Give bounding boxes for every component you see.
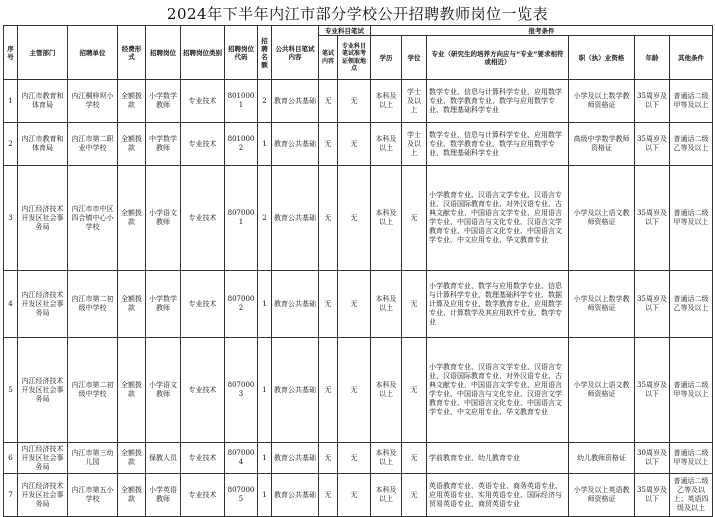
cell-edu: 本科及以上 bbox=[371, 271, 402, 338]
cell-category: 专业技术 bbox=[181, 443, 225, 474]
cell-dept: 内江经济技术开发区社会事务局 bbox=[18, 443, 68, 474]
cell-dept: 内江市教育和体育局 bbox=[18, 80, 68, 123]
cell-written-content: 教育公共基础 bbox=[272, 271, 319, 338]
header-admission: 专业科目笔试准考证领取地点 bbox=[338, 36, 371, 80]
cell-major: 数学专业、信息与计算科学专业、应用数学专业、数学教育专业、数学与应用数学专业、数理基础科学专业 bbox=[427, 80, 569, 123]
cell-written-content: 教育公共基础 bbox=[272, 338, 319, 443]
cell-position: 小学语文教师 bbox=[146, 166, 181, 271]
cell-written: 无 bbox=[319, 443, 338, 474]
cell-qualification: 小学及以上英语教师资格证 bbox=[569, 474, 635, 517]
cell-category: 专业技术 bbox=[181, 166, 225, 271]
cell-category: 专业技术 bbox=[181, 474, 225, 517]
cell-edu: 本科及以上 bbox=[371, 80, 402, 123]
cell-category: 专业技术 bbox=[181, 80, 225, 123]
table-row bbox=[4, 166, 713, 271]
cell-age: 35周岁及以下 bbox=[635, 271, 670, 338]
cell-written: 无 bbox=[319, 474, 338, 517]
cell-dept: 内江市教育和体育局 bbox=[18, 123, 68, 166]
cell-funding: 全额拨款 bbox=[118, 338, 146, 443]
header-count: 招聘名额 bbox=[258, 26, 272, 80]
cell-admission: 无 bbox=[338, 474, 371, 517]
cell-written-content: 教育公共基础 bbox=[272, 474, 319, 517]
cell-count: 1 bbox=[258, 123, 272, 166]
cell-funding: 全额拨款 bbox=[118, 474, 146, 517]
cell-written-content: 教育公共基础 bbox=[272, 123, 319, 166]
cell-seq: 4 bbox=[4, 271, 18, 338]
header-written: 笔试内容 bbox=[319, 36, 338, 80]
cell-position: 小学语文教师 bbox=[146, 338, 181, 443]
cell-admission: 无 bbox=[338, 123, 371, 166]
cell-written-content: 教育公共基础 bbox=[272, 166, 319, 271]
cell-funding: 全额拨款 bbox=[118, 80, 146, 123]
cell-funding: 全额拨款 bbox=[118, 123, 146, 166]
header-age: 年龄 bbox=[635, 36, 670, 80]
cell-other: 普通话二级甲等及以上 bbox=[670, 443, 713, 474]
cell-qualification: 幼儿教师资格证 bbox=[569, 443, 635, 474]
cell-edu: 本科及以上 bbox=[371, 166, 402, 271]
cell-major: 小学教育专业、汉语言文学专业、汉语言专业、汉语国际教育专业、对外汉语专业、古典文献专业、中国语言文学专业、应用语言学专业、中国语言与文化专业、汉语言文学教育专业、中国语言文化专业、中国语言文学专业、中文应用专业、华文教育专业 bbox=[427, 338, 569, 443]
cell-age: 35周岁及以下 bbox=[635, 338, 670, 443]
cell-unit: 内江市第三幼儿园 bbox=[68, 443, 118, 474]
header-qualification: 职（执）业资格 bbox=[569, 36, 635, 80]
cell-degree: 学士及以上 bbox=[402, 123, 427, 166]
cell-code: 8070001 bbox=[225, 166, 258, 271]
document-title: 2024年下半年内江市部分学校公开招聘教师岗位一览表 bbox=[166, 5, 549, 23]
header-degree: 学位 bbox=[402, 36, 427, 80]
cell-edu: 本科及以上 bbox=[371, 123, 402, 166]
cell-other: 普通话二级乙等及以上 bbox=[670, 271, 713, 338]
cell-written-content: 教育公共基础 bbox=[272, 443, 319, 474]
header-edu: 学历 bbox=[371, 36, 402, 80]
cell-major: 英语教育专业、英语专业、商务英语专业、应用英语专业、实用英语专业、国际经济与贸易英语专业、商贸英语专业 bbox=[427, 474, 569, 517]
cell-seq: 1 bbox=[4, 80, 18, 123]
table-header bbox=[4, 26, 713, 80]
cell-funding: 全额拨款 bbox=[118, 443, 146, 474]
header-unit: 招聘单位 bbox=[68, 26, 118, 80]
table-row bbox=[4, 338, 713, 443]
header-major: 专业（研究生的培养方向应与“专业”要求相符或相近） bbox=[427, 36, 569, 80]
header-written-content: 公共科目笔试内容 bbox=[272, 26, 319, 80]
table-body bbox=[4, 80, 713, 517]
header-requirements-group: 报考条件 bbox=[371, 26, 713, 36]
table-row bbox=[4, 474, 713, 517]
cell-age: 35周岁及以下 bbox=[635, 166, 670, 271]
cell-major: 学前教育专业、幼儿教育专业 bbox=[427, 443, 569, 474]
cell-written-content: 教育公共基础 bbox=[272, 80, 319, 123]
cell-seq: 5 bbox=[4, 338, 18, 443]
cell-code: 8070005 bbox=[225, 474, 258, 517]
cell-position: 小学数学教师 bbox=[146, 80, 181, 123]
header-seq: 序号 bbox=[4, 26, 18, 80]
cell-degree: 无 bbox=[402, 338, 427, 443]
cell-category: 专业技术 bbox=[181, 271, 225, 338]
cell-code: 8070003 bbox=[225, 338, 258, 443]
cell-category: 专业技术 bbox=[181, 338, 225, 443]
cell-major: 数学专业、信息与计算科学专业、应用数学专业、数学教育专业、数学与应用数学专业、数理基础科学专业 bbox=[427, 123, 569, 166]
cell-admission: 无 bbox=[338, 271, 371, 338]
cell-position: 小学英语教师 bbox=[146, 474, 181, 517]
cell-unit: 内江市第二职业中学校 bbox=[68, 123, 118, 166]
cell-other: 普通话二级甲等及以上 bbox=[670, 166, 713, 271]
cell-degree: 无 bbox=[402, 474, 427, 517]
cell-age: 35周岁及以下 bbox=[635, 80, 670, 123]
header-position: 招聘岗位 bbox=[146, 26, 181, 80]
cell-degree: 无 bbox=[402, 166, 427, 271]
table-row bbox=[4, 123, 713, 166]
header-exam-group: 专业科目笔试 bbox=[319, 26, 371, 36]
cell-unit: 内江市市中区四合镇中心小学校 bbox=[68, 166, 118, 271]
cell-code: 8010001 bbox=[225, 80, 258, 123]
cell-funding: 全额拨款 bbox=[118, 271, 146, 338]
cell-edu: 本科及以上 bbox=[371, 338, 402, 443]
cell-dept: 内江经济技术开发区社会事务局 bbox=[18, 474, 68, 517]
cell-degree: 学士及以上 bbox=[402, 80, 427, 123]
cell-edu: 本科及以上 bbox=[371, 443, 402, 474]
cell-written: 无 bbox=[319, 338, 338, 443]
cell-count: 2 bbox=[258, 166, 272, 271]
cell-code: 8070004 bbox=[225, 443, 258, 474]
cell-other: 普通话二级甲等及以上 bbox=[670, 338, 713, 443]
cell-funding: 全额拨款 bbox=[118, 166, 146, 271]
cell-written: 无 bbox=[319, 166, 338, 271]
cell-other: 普通话二级乙等及以上 bbox=[670, 123, 713, 166]
cell-dept: 内江经济技术开发区社会事务局 bbox=[18, 166, 68, 271]
positions-table bbox=[3, 25, 713, 517]
cell-admission: 无 bbox=[338, 80, 371, 123]
header-funding: 经费形式 bbox=[118, 26, 146, 80]
cell-degree: 无 bbox=[402, 271, 427, 338]
cell-unit: 内江市第二初级中学校 bbox=[68, 271, 118, 338]
cell-dept: 内江经济技术开发区社会事务局 bbox=[18, 271, 68, 338]
cell-qualification: 高级中学数学教师资格证 bbox=[569, 123, 635, 166]
cell-admission: 无 bbox=[338, 166, 371, 271]
cell-position: 小学数学教师 bbox=[146, 271, 181, 338]
cell-count: 1 bbox=[258, 443, 272, 474]
table-row bbox=[4, 271, 713, 338]
cell-seq: 6 bbox=[4, 443, 18, 474]
cell-seq: 7 bbox=[4, 474, 18, 517]
cell-qualification: 小学及以上语文教师资格证 bbox=[569, 338, 635, 443]
cell-unit: 内江市第二初级中学校 bbox=[68, 338, 118, 443]
cell-degree: 无 bbox=[402, 443, 427, 474]
cell-other: 普通话二级乙等及以上；英语四级及以上 bbox=[670, 474, 713, 517]
cell-written: 无 bbox=[319, 271, 338, 338]
header-code: 招聘岗位代码 bbox=[225, 26, 258, 80]
cell-admission: 无 bbox=[338, 443, 371, 474]
cell-qualification: 小学及以上数学教师资格证 bbox=[569, 271, 635, 338]
cell-seq: 3 bbox=[4, 166, 18, 271]
table-row bbox=[4, 443, 713, 474]
cell-category: 专业技术 bbox=[181, 123, 225, 166]
header-category: 招聘岗位类别 bbox=[181, 26, 225, 80]
cell-count: 1 bbox=[258, 338, 272, 443]
cell-count: 1 bbox=[258, 271, 272, 338]
cell-age: 30周岁及以下 bbox=[635, 443, 670, 474]
cell-count: 2 bbox=[258, 80, 272, 123]
cell-position: 保教人员 bbox=[146, 443, 181, 474]
cell-code: 8010002 bbox=[225, 123, 258, 166]
cell-age: 35周岁及以下 bbox=[635, 474, 670, 517]
cell-position: 中学数学教师 bbox=[146, 123, 181, 166]
cell-major: 小学教育专业、汉语言文学专业、汉语言专业、汉语国际教育专业、对外汉语专业、古典文献专业、中国语言文学专业、应用语言学专业、中国语言与文化专业、汉语言文学教育专业、中国语言文化专业、中国语言文学专业、中文应用专业、华文教育专业 bbox=[427, 166, 569, 271]
cell-admission: 无 bbox=[338, 338, 371, 443]
cell-dept: 内江经济技术开发区社会事务局 bbox=[18, 338, 68, 443]
cell-other: 普通话二级甲等及以上 bbox=[670, 80, 713, 123]
cell-seq: 2 bbox=[4, 123, 18, 166]
cell-qualification: 小学及以上语文教师资格证 bbox=[569, 166, 635, 271]
cell-age: 35周岁及以下 bbox=[635, 123, 670, 166]
table-row bbox=[4, 80, 713, 123]
cell-major: 小学教育专业、数学与应用数学专业、信息与计算科学专业、数理基础科学专业、数据计算及应用专业、数学教育专业、应用数学专业、计算数学及其应用软件专业、数学专业 bbox=[427, 271, 569, 338]
cell-unit: 内江市第五小学校 bbox=[68, 474, 118, 517]
cell-unit: 内江桐梓坝小学校 bbox=[68, 80, 118, 123]
cell-count: 1 bbox=[258, 474, 272, 517]
header-other: 其他条件 bbox=[670, 36, 713, 80]
cell-written: 无 bbox=[319, 123, 338, 166]
cell-qualification: 小学及以上数学教师资格证 bbox=[569, 80, 635, 123]
cell-written: 无 bbox=[319, 80, 338, 123]
cell-edu: 本科及以上 bbox=[371, 474, 402, 517]
header-dept: 主管部门 bbox=[18, 26, 68, 80]
cell-code: 8070002 bbox=[225, 271, 258, 338]
